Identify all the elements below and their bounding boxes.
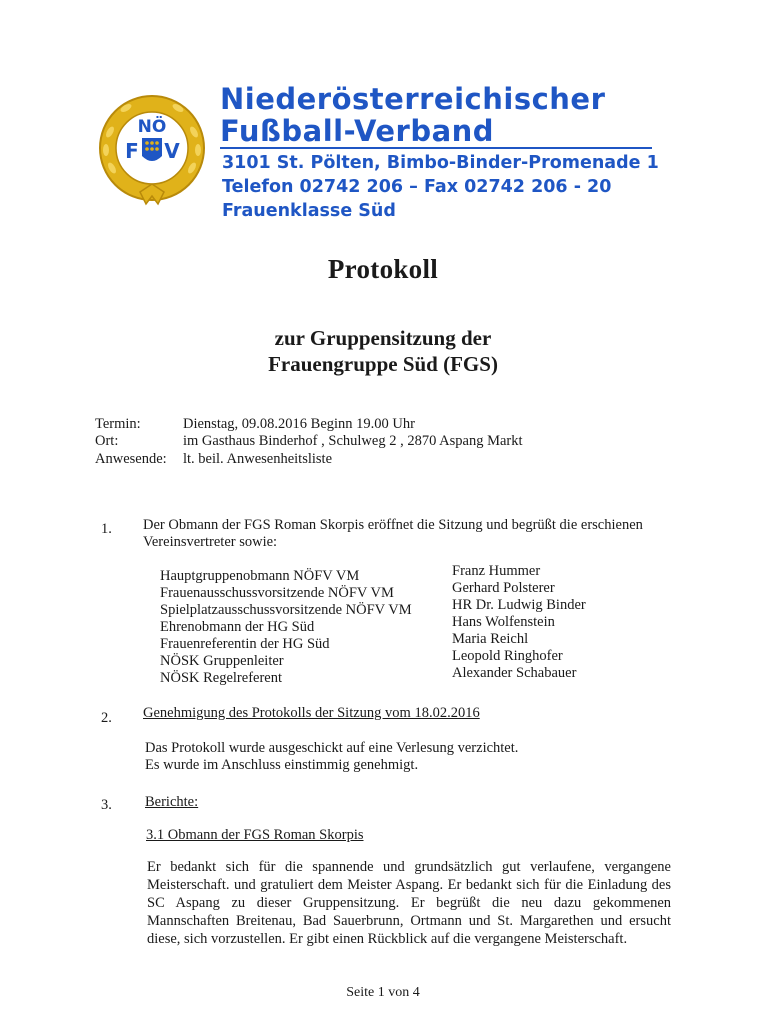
attendee-name: Alexander Schabauer <box>452 665 577 681</box>
anwesende-label: Anwesende: <box>95 451 167 467</box>
section2-heading: Genehmigung des Protokolls der Sitzung vom 18.02.2016 <box>143 705 480 721</box>
termin-label: Termin: <box>95 416 141 432</box>
attendee-role: NÖSK Gruppenleiter <box>160 653 284 669</box>
termin-value: Dienstag, 09.08.2016 Beginn 19.00 Uhr <box>183 416 415 432</box>
attendee-role: Spielplatzausschussvorsitzende NÖFV VM <box>160 602 412 618</box>
org-name-line2: Fußball-Verband <box>220 114 495 148</box>
section1-line2: Vereinsvertreter sowie: <box>143 534 278 550</box>
letterhead-rule <box>220 147 652 149</box>
attendee-role: Frauenreferentin der HG Süd <box>160 636 330 652</box>
ort-label: Ort: <box>95 433 119 449</box>
attendee-name: Maria Reichl <box>452 631 529 647</box>
org-name-line1: Niederösterreichischer <box>220 82 606 116</box>
section3-number: 3. <box>101 797 112 813</box>
attendee-role: NÖSK Regelreferent <box>160 670 282 686</box>
document-subtitle-line1: zur Gruppensitzung der <box>274 326 492 350</box>
page-number: Seite 1 von 4 <box>346 985 420 1000</box>
org-address: 3101 St. Pölten, Bimbo-Binder-Promenade 1 <box>222 153 659 173</box>
ort-value: im Gasthaus Binderhof , Schulweg 2 , 2870 Aspang Markt <box>183 433 523 449</box>
attendee-role: Ehrenobmann der HG Süd <box>160 619 315 635</box>
section3-heading: Berichte: <box>145 794 199 810</box>
section1-number: 1. <box>101 521 112 537</box>
org-division: Frauenklasse Süd <box>222 201 396 221</box>
attendee-name: Leopold Ringhofer <box>452 648 563 664</box>
nofv-logo <box>92 92 212 208</box>
org-phone-fax: Telefon 02742 206 – Fax 02742 206 - 20 <box>222 177 612 197</box>
svg-text:V: V <box>164 139 180 163</box>
section1-line1: Der Obmann der FGS Roman Skorpis eröffnet die Sitzung und begrüßt die erschienen <box>143 517 643 533</box>
section2-line2: Es wurde im Anschluss einstimmig genehmigt. <box>145 757 419 773</box>
attendee-name: HR Dr. Ludwig Binder <box>452 597 586 613</box>
document-title: Protokoll <box>327 254 439 284</box>
document-subtitle-line2: Frauengruppe Süd (FGS) <box>268 352 498 376</box>
attendee-name: Franz Hummer <box>452 563 541 579</box>
svg-text:NÖ: NÖ <box>137 117 167 137</box>
attendee-role: Hauptgruppenobmann NÖFV VM <box>160 568 360 584</box>
section2-number: 2. <box>101 710 112 726</box>
svg-text:F: F <box>125 139 139 163</box>
anwesende-value: lt. beil. Anwesenheitsliste <box>183 451 333 467</box>
section3-subheading: 3.1 Obmann der FGS Roman Skorpis <box>146 827 364 843</box>
attendee-name: Gerhard Polsterer <box>452 580 555 596</box>
attendee-name: Hans Wolfenstein <box>452 614 555 630</box>
attendee-role: Frauenausschussvorsitzende NÖFV VM <box>160 585 394 601</box>
section2-line1: Das Protokoll wurde ausgeschickt auf eine Verlesung verzichtet. <box>145 740 519 756</box>
section3-paragraph: Er bedankt sich für die spannende und grundsätzlich gut verlaufene, vergangene Meisterschaft. und gratuliert dem Meister Aspang. Er bedankt sich für die Einladung des SC Aspang zu dieser Gruppensitzung. Er begrüßt die neu dazu gekommenen Mannschaften Breitenau, Bad Sauerbrunn, Ortmann und St. Margarethen und ersucht diese, sich vorzustellen. Er gibt einen Rückblick auf die vergangene Meisterschaft. <box>147 859 671 947</box>
